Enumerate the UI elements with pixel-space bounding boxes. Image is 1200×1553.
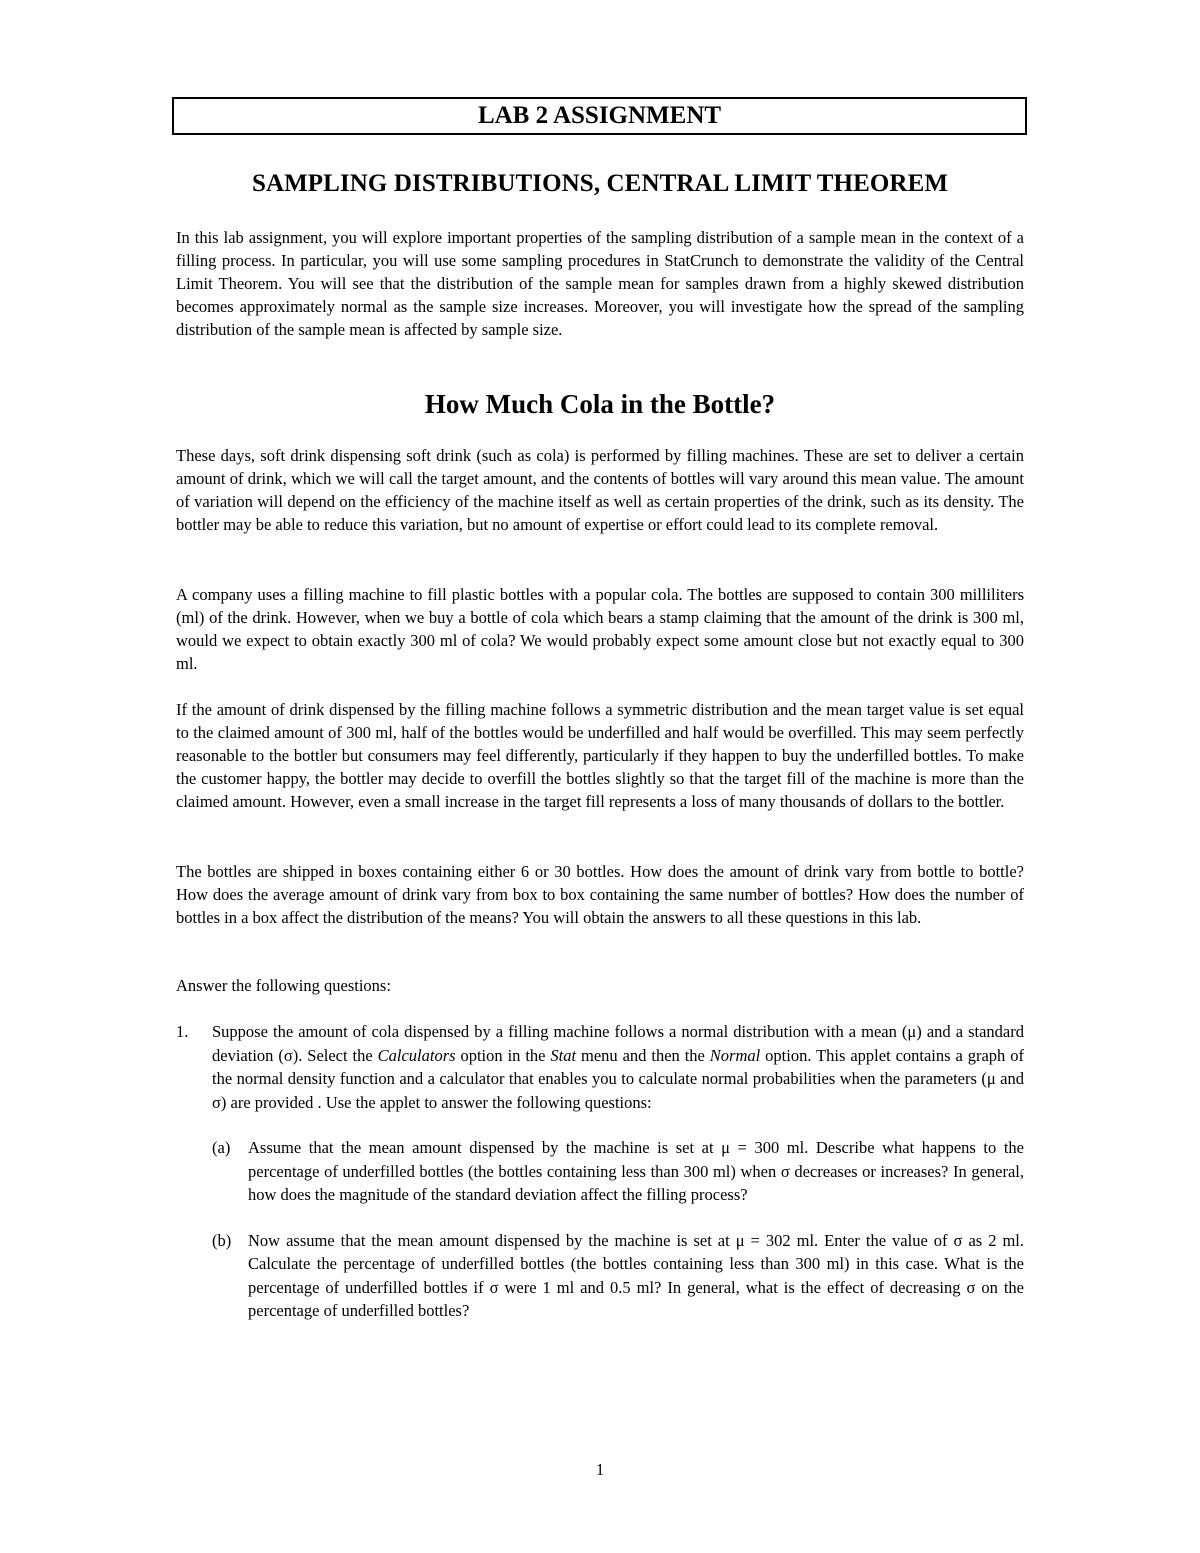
lab-title: LAB 2 ASSIGNMENT — [477, 102, 722, 129]
question-text-part: Suppose the amount of cola dispensed by a filling machine follows a normal distribution with a mean (μ) and a standard deviation (σ). Select the — [212, 1022, 1024, 1065]
question-text-part: menu and then the — [576, 1045, 710, 1065]
paragraph-answer-prompt: Answer the following questions: — [176, 976, 391, 995]
page-number: 1 — [595, 1460, 605, 1479]
question-list — [176, 1020, 1024, 1323]
subquestion-text: Assume that the mean amount dispensed by the machine is set at μ = 300 ml. Describe what happens to the percentage of underfilled bottles (the bottles containing less than 300 ml) when σ decreases or increases? In general, how does the magnitude of the standard deviation affect the filling process? — [248, 1138, 1024, 1204]
paragraph-symmetric: If the amount of drink dispensed by the filling machine follows a symmetric distribution and the mean target value is set equal to the claimed amount of 300 ml, half of the bottles would be underfilled and half would be overfilled. This may seem perfectly reasonable to the bottler but consumers may feel differently, particularly if they happen to buy the underfilled bottles. To make the customer happy, the bottler may decide to overfill the bottles slightly so that the target fill of the machine is more than the claimed amount. However, even a small increase in the target fill represents a loss of many thousands of dollars to the bottler. — [176, 700, 1024, 811]
normal-option-reference: Normal — [709, 1045, 761, 1065]
question-number: 1. — [176, 1022, 189, 1041]
subquestion-label: (b) — [212, 1230, 232, 1250]
subquestion-label: (a) — [212, 1138, 231, 1157]
calculators-menu-reference: Calculators — [377, 1045, 456, 1065]
question-1 — [176, 1020, 1024, 1323]
intro-paragraph: In this lab assignment, you will explore important properties of the sampling distribution of a sample mean in the context of a filling process. In particular, you will use some sampling procedures in StatCrunch to demonstrate the validity of the Central Limit Theorem. You will see that the distribution of the sample mean for samples drawn from a highly skewed distribution becomes approximately normal as the sample size increases. Moreover, you will investigate how the spread of the sampling distribution of the sample mean is affected by sample size. — [176, 228, 1024, 339]
question-text-part: option. This applet contains a graph of the normal density function and a calculator that enables you to calculate normal probabilities when the parameters (μ and σ) are provided . Use the applet to answer the following questions: — [212, 1045, 1024, 1112]
subquestion-text: Now assume that the mean amount dispensed by the machine is set at μ = 302 ml. Enter the value of σ as 2 ml. Calculate the percentage of underfilled bottles (the bottles containing less than 300 ml) in this case. What is the percentage of underfilled bottles if σ were 1 ml and 0.5 ml? In general, what is the effect of decreasing σ on the percentage of underfilled bottles? — [248, 1230, 1024, 1320]
subquestion-a — [212, 1136, 1024, 1207]
paragraph-boxes: The bottles are shipped in boxes containing either 6 or 30 bottles. How does the amount of drink vary from bottle to bottle? How does the average amount of drink vary from box to box containing the same number of bottles? How does the number of bottles in a box affect the distribution of the means? You will obtain the answers to all these questions in this lab. — [176, 862, 1024, 927]
paragraph-company: A company uses a filling machine to fill plastic bottles with a popular cola. The bottles are supposed to contain 300 milliliters (ml) of the drink. However, when we buy a bottle of cola which bears a stamp claiming that the amount of the drink is 300 ml, would we expect to obtain exactly 300 ml of cola? We would probably expect some amount close but not exactly equal to 300 ml. — [176, 585, 1024, 673]
main-heading: SAMPLING DISTRIBUTIONS, CENTRAL LIMIT THEOREM — [251, 170, 949, 197]
subquestion-b — [212, 1229, 1024, 1323]
paragraph-filling-machines: These days, soft drink dispensing soft drink (such as cola) is performed by filling machines. These are set to deliver a certain amount of drink, which we will call the target amount, and the contents of bottles will vary around this mean value. The amount of variation will depend on the efficiency of the machine itself as well as certain properties of the drink, such as its density. The bottler may be able to reduce this variation, but no amount of expertise or effort could lead to its complete removal. — [176, 446, 1024, 534]
question-text-part: option in the — [455, 1045, 551, 1065]
lab-title-box — [172, 97, 1027, 135]
section-heading: How Much Cola in the Bottle? — [424, 389, 776, 419]
question-text — [212, 1020, 1024, 1114]
stat-menu-reference: Stat — [550, 1045, 577, 1065]
